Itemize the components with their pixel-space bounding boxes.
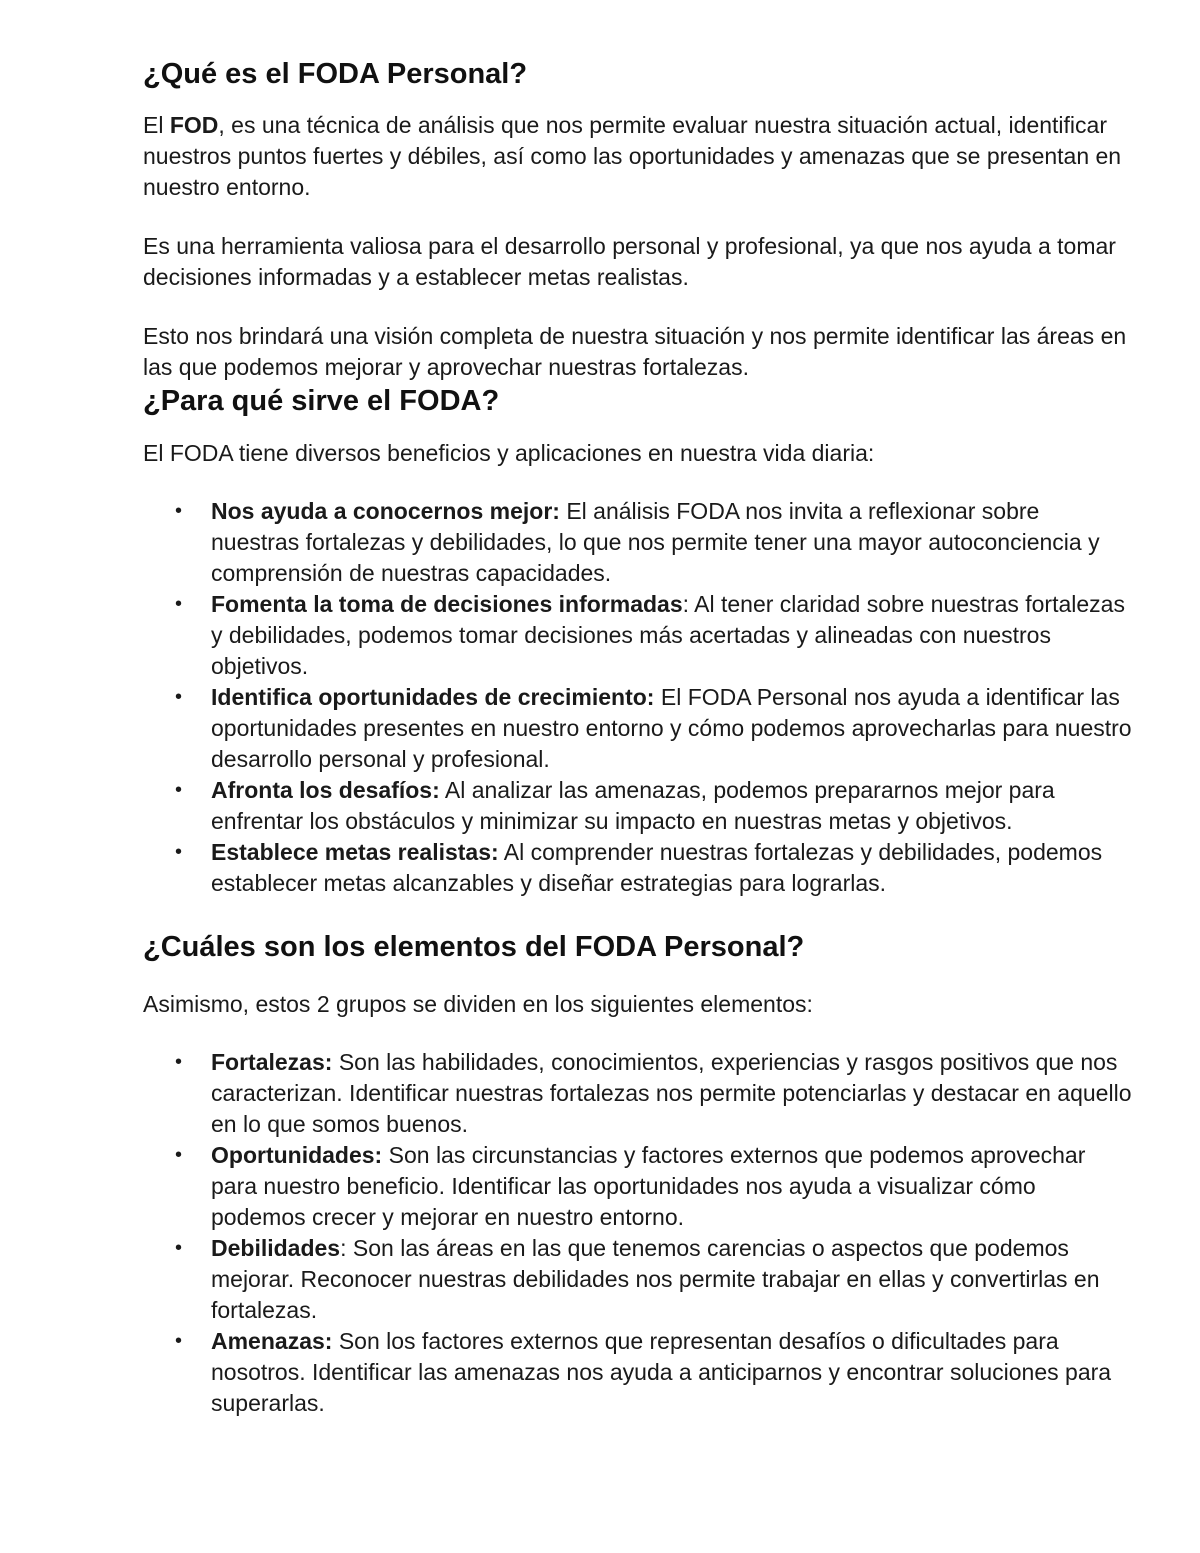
list-item-text: El análisis FODA nos invita a reflexionar sobre nuestras fortalezas y debilidades, lo que nos permite tener una mayor autoconciencia y comprensión de nuestras capacidades. bbox=[211, 498, 1100, 586]
list-item-text: El FODA Personal nos ayuda a identificar las oportunidades presentes en nuestro entorno y cómo podemos aprovecharlas para nuestro desarrollo personal y profesional. bbox=[211, 684, 1132, 772]
document-page bbox=[143, 56, 1133, 1419]
list-item bbox=[211, 1047, 1133, 1140]
list-item-bold: Amenazas: bbox=[211, 1328, 333, 1354]
paragraph-definition-bold: FOD bbox=[169, 112, 219, 138]
paragraph-definition-pre: El bbox=[143, 112, 170, 138]
list-item-bold: Establece metas realistas: bbox=[211, 839, 499, 865]
list-item-bold: Oportunidades: bbox=[211, 1142, 383, 1168]
list-item-bold: Afronta los desafíos: bbox=[211, 777, 440, 803]
heading-para-que-sirve: ¿Para qué sirve el FODA? bbox=[143, 385, 500, 417]
list-item bbox=[211, 1233, 1133, 1326]
paragraph-vision: Esto nos brindará una visión completa de nuestra situación y nos permite identificar las áreas en las que podemos mejorar y aprovechar nuestras fortalezas. bbox=[143, 323, 1127, 380]
list-item-text: Al analizar las amenazas, podemos prepararnos mejor para enfrentar los obstáculos y minimizar su impacto en nuestras metas y objetivos. bbox=[211, 777, 1055, 834]
list-item-text: Son las circunstancias y factores externos que podemos aprovechar para nuestro beneficio. Identificar las oportunidades nos ayuda a visualizar cómo podemos crecer y mejorar en nuestro entorno. bbox=[211, 1142, 1086, 1230]
list-item bbox=[211, 1326, 1133, 1419]
list-item-text: Son los factores externos que representan desafíos o dificultades para nosotros. Identificar las amenazas nos ayuda a anticiparnos y encontrar soluciones para superarlas. bbox=[211, 1328, 1112, 1416]
list-item-bold: Nos ayuda a conocernos mejor: bbox=[211, 498, 560, 524]
elements-list bbox=[143, 1047, 1133, 1419]
list-item-bold: Identifica oportunidades de crecimiento: bbox=[211, 684, 655, 710]
list-item-bold: Debilidades bbox=[211, 1235, 341, 1261]
list-item-text: Al comprender nuestras fortalezas y debilidades, podemos establecer metas alcanzables y diseñar estrategias para lograrlas. bbox=[211, 839, 1103, 896]
list-item bbox=[211, 682, 1133, 775]
list-item-bold: Fortalezas: bbox=[211, 1049, 333, 1075]
paragraph-benefits-intro: El FODA tiene diversos beneficios y aplicaciones en nuestra vida diaria: bbox=[143, 440, 875, 466]
list-item bbox=[211, 589, 1133, 682]
list-item bbox=[211, 837, 1133, 899]
paragraph-tool-value: Es una herramienta valiosa para el desarrollo personal y profesional, ya que nos ayuda a tomar decisiones informadas y a establecer metas realistas. bbox=[143, 233, 1116, 290]
list-item bbox=[211, 775, 1133, 837]
list-item bbox=[211, 496, 1133, 589]
paragraph-definition-post: , es una técnica de análisis que nos permite evaluar nuestra situación actual, identificar nuestros puntos fuertes y débiles, así como las oportunidades y amenazas que se presentan en nuestro entorno. bbox=[143, 112, 1122, 200]
list-item-text: : Son las áreas en las que tenemos carencias o aspectos que podemos mejorar. Reconocer nuestras debilidades nos permite trabajar en ellas y convertirlas en fortalezas. bbox=[211, 1235, 1100, 1323]
paragraph-definition bbox=[143, 110, 1133, 203]
list-item-text: : Al tener claridad sobre nuestras fortalezas y debilidades, podemos tomar decisiones más acertadas y alineadas con nuestros objetivos. bbox=[211, 591, 1125, 679]
heading-elementos: ¿Cuáles son los elementos del FODA Personal? bbox=[143, 931, 805, 963]
list-item-bold: Fomenta la toma de decisiones informadas bbox=[211, 591, 683, 617]
list-item bbox=[211, 1140, 1133, 1233]
paragraph-elements-intro: Asimismo, estos 2 grupos se dividen en los siguientes elementos: bbox=[143, 991, 813, 1017]
benefits-list bbox=[143, 496, 1133, 899]
list-item-text: Son las habilidades, conocimientos, experiencias y rasgos positivos que nos caracterizan. Identificar nuestras fortalezas nos permite potenciarlas y destacar en aquello en lo que somos buenos. bbox=[211, 1049, 1132, 1137]
heading-que-es-foda: ¿Qué es el FODA Personal? bbox=[143, 58, 528, 90]
